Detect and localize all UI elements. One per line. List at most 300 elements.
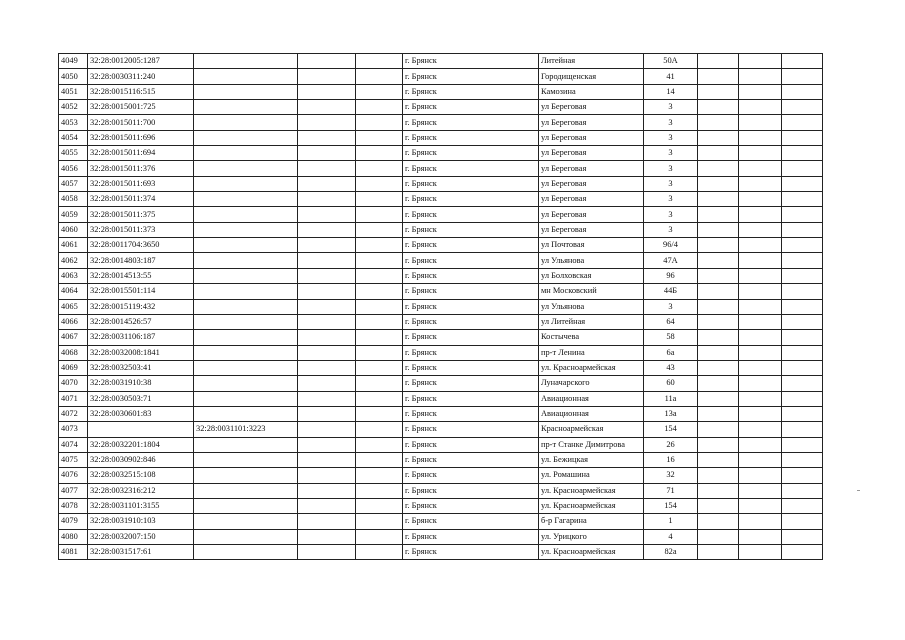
cadastral-number-alt-cell <box>194 498 298 513</box>
cadastral-number-alt-cell <box>194 314 298 329</box>
house-number-cell: 3 <box>644 207 698 222</box>
empty-cell <box>298 391 356 406</box>
empty-cell <box>698 253 739 268</box>
house-number-cell: 64 <box>644 314 698 329</box>
city-cell: г. Брянск <box>403 207 539 222</box>
empty-cell <box>698 314 739 329</box>
city-cell: г. Брянск <box>403 406 539 421</box>
empty-cell <box>698 54 739 69</box>
cadastral-number-cell: 32:28:0015011:694 <box>88 146 194 161</box>
record-number-cell: 4064 <box>59 284 88 299</box>
empty-cell <box>356 376 403 391</box>
house-number-cell: 71 <box>644 483 698 498</box>
empty-cell <box>782 176 823 191</box>
record-number-cell: 4073 <box>59 422 88 437</box>
empty-cell <box>782 100 823 115</box>
city-cell: г. Брянск <box>403 100 539 115</box>
empty-cell <box>356 529 403 544</box>
city-cell: г. Брянск <box>403 345 539 360</box>
record-number-cell: 4071 <box>59 391 88 406</box>
cadastral-number-alt-cell <box>194 207 298 222</box>
city-cell: г. Брянск <box>403 54 539 69</box>
street-cell: Городищенская <box>539 69 644 84</box>
empty-cell <box>739 545 782 560</box>
empty-cell <box>782 284 823 299</box>
house-number-cell: 44Б <box>644 284 698 299</box>
empty-cell <box>739 253 782 268</box>
empty-cell <box>298 529 356 544</box>
empty-cell <box>782 130 823 145</box>
record-number-cell: 4068 <box>59 345 88 360</box>
table-row <box>59 437 823 452</box>
table-row <box>59 299 823 314</box>
street-cell: б-р Гагарина <box>539 514 644 529</box>
city-cell: г. Брянск <box>403 130 539 145</box>
cadastral-number-alt-cell <box>194 192 298 207</box>
empty-cell <box>698 437 739 452</box>
empty-cell <box>298 253 356 268</box>
cadastral-number-cell: 32:28:0015011:374 <box>88 192 194 207</box>
empty-cell <box>782 238 823 253</box>
empty-cell <box>739 483 782 498</box>
table-row <box>59 391 823 406</box>
empty-cell <box>698 161 739 176</box>
street-cell: ул. Урицкого <box>539 529 644 544</box>
house-number-cell: 50А <box>644 54 698 69</box>
record-number-cell: 4053 <box>59 115 88 130</box>
table-row <box>59 192 823 207</box>
house-number-cell: 6а <box>644 345 698 360</box>
empty-cell <box>298 146 356 161</box>
empty-cell <box>739 468 782 483</box>
empty-cell <box>739 100 782 115</box>
city-cell: г. Брянск <box>403 452 539 467</box>
empty-cell <box>782 529 823 544</box>
street-cell: мн Московский <box>539 284 644 299</box>
empty-cell <box>739 376 782 391</box>
empty-cell <box>782 84 823 99</box>
city-cell: г. Брянск <box>403 545 539 560</box>
cadastral-number-alt-cell <box>194 545 298 560</box>
empty-cell <box>298 207 356 222</box>
empty-cell <box>782 468 823 483</box>
empty-cell <box>298 437 356 452</box>
empty-cell <box>356 176 403 191</box>
house-number-cell: 60 <box>644 376 698 391</box>
house-number-cell: 154 <box>644 422 698 437</box>
empty-cell <box>356 238 403 253</box>
record-number-cell: 4070 <box>59 376 88 391</box>
empty-cell <box>698 268 739 283</box>
empty-cell <box>356 84 403 99</box>
empty-cell <box>698 498 739 513</box>
cadastral-number-alt-cell: 32:28:0031101:3223 <box>194 422 298 437</box>
city-cell: г. Брянск <box>403 314 539 329</box>
cadastral-number-cell: 32:28:0031106:187 <box>88 330 194 345</box>
empty-cell <box>782 376 823 391</box>
scan-mark <box>857 490 860 491</box>
empty-cell <box>356 161 403 176</box>
cadastral-number-alt-cell <box>194 176 298 191</box>
empty-cell <box>298 100 356 115</box>
empty-cell <box>739 176 782 191</box>
empty-cell <box>298 406 356 421</box>
empty-cell <box>782 360 823 375</box>
empty-cell <box>356 253 403 268</box>
table-row <box>59 468 823 483</box>
city-cell: г. Брянск <box>403 115 539 130</box>
cadastral-number-alt-cell <box>194 299 298 314</box>
street-cell: ул Береговая <box>539 161 644 176</box>
empty-cell <box>356 437 403 452</box>
empty-cell <box>698 284 739 299</box>
empty-cell <box>298 468 356 483</box>
city-cell: г. Брянск <box>403 69 539 84</box>
record-number-cell: 4058 <box>59 192 88 207</box>
house-number-cell: 41 <box>644 69 698 84</box>
cadastral-number-alt-cell <box>194 100 298 115</box>
empty-cell <box>739 345 782 360</box>
house-number-cell: 43 <box>644 360 698 375</box>
empty-cell <box>698 483 739 498</box>
empty-cell <box>782 299 823 314</box>
cadastral-number-alt-cell <box>194 437 298 452</box>
empty-cell <box>782 406 823 421</box>
table-body <box>59 54 823 560</box>
cadastral-number-alt-cell <box>194 222 298 237</box>
empty-cell <box>782 345 823 360</box>
empty-cell <box>782 391 823 406</box>
cadastral-number-cell: 32:28:0030902:846 <box>88 452 194 467</box>
cadastral-number-alt-cell <box>194 253 298 268</box>
city-cell: г. Брянск <box>403 483 539 498</box>
cadastral-number-alt-cell <box>194 130 298 145</box>
cadastral-number-alt-cell <box>194 452 298 467</box>
empty-cell <box>782 498 823 513</box>
city-cell: г. Брянск <box>403 176 539 191</box>
empty-cell <box>298 483 356 498</box>
empty-cell <box>298 54 356 69</box>
street-cell: пр-т Ленина <box>539 345 644 360</box>
empty-cell <box>782 422 823 437</box>
empty-cell <box>356 314 403 329</box>
house-number-cell: 82а <box>644 545 698 560</box>
empty-cell <box>356 146 403 161</box>
empty-cell <box>356 452 403 467</box>
city-cell: г. Брянск <box>403 146 539 161</box>
cadastral-number-alt-cell <box>194 268 298 283</box>
table-row <box>59 268 823 283</box>
street-cell: ул Болховская <box>539 268 644 283</box>
street-cell: ул. Красноармейская <box>539 545 644 560</box>
empty-cell <box>698 514 739 529</box>
cadastral-number-cell: 32:28:0015011:375 <box>88 207 194 222</box>
street-cell: ул Литейная <box>539 314 644 329</box>
cadastral-number-alt-cell <box>194 84 298 99</box>
street-cell: ул Береговая <box>539 207 644 222</box>
cadastral-number-cell: 32:28:0030601:83 <box>88 406 194 421</box>
empty-cell <box>298 192 356 207</box>
house-number-cell: 11а <box>644 391 698 406</box>
house-number-cell: 3 <box>644 130 698 145</box>
table-row <box>59 207 823 222</box>
cadastral-number-alt-cell <box>194 69 298 84</box>
empty-cell <box>298 222 356 237</box>
empty-cell <box>698 100 739 115</box>
empty-cell <box>739 207 782 222</box>
empty-cell <box>298 84 356 99</box>
empty-cell <box>356 345 403 360</box>
empty-cell <box>739 146 782 161</box>
empty-cell <box>782 483 823 498</box>
cadastral-number-alt-cell <box>194 146 298 161</box>
street-cell: Авиационная <box>539 391 644 406</box>
house-number-cell: 1 <box>644 514 698 529</box>
empty-cell <box>739 54 782 69</box>
table-row <box>59 376 823 391</box>
cadastral-number-cell: 32:28:0014526:57 <box>88 314 194 329</box>
empty-cell <box>698 69 739 84</box>
city-cell: г. Брянск <box>403 161 539 176</box>
table-row <box>59 130 823 145</box>
empty-cell <box>298 268 356 283</box>
empty-cell <box>739 422 782 437</box>
empty-cell <box>356 222 403 237</box>
empty-cell <box>782 452 823 467</box>
cadastral-number-alt-cell <box>194 529 298 544</box>
table-row <box>59 452 823 467</box>
cadastral-number-alt-cell <box>194 238 298 253</box>
empty-cell <box>356 545 403 560</box>
table-row <box>59 498 823 513</box>
empty-cell <box>739 498 782 513</box>
table-row <box>59 483 823 498</box>
empty-cell <box>298 299 356 314</box>
record-number-cell: 4075 <box>59 452 88 467</box>
table-row <box>59 406 823 421</box>
empty-cell <box>782 514 823 529</box>
empty-cell <box>698 345 739 360</box>
empty-cell <box>782 268 823 283</box>
cadastral-number-alt-cell <box>194 115 298 130</box>
empty-cell <box>698 222 739 237</box>
empty-cell <box>298 314 356 329</box>
cadastral-number-alt-cell <box>194 391 298 406</box>
street-cell: Камозина <box>539 84 644 99</box>
house-number-cell: 3 <box>644 146 698 161</box>
table-row <box>59 545 823 560</box>
house-number-cell: 16 <box>644 452 698 467</box>
cadastral-number-alt-cell <box>194 345 298 360</box>
empty-cell <box>298 130 356 145</box>
empty-cell <box>782 545 823 560</box>
city-cell: г. Брянск <box>403 84 539 99</box>
empty-cell <box>298 284 356 299</box>
empty-cell <box>356 406 403 421</box>
empty-cell <box>356 268 403 283</box>
record-number-cell: 4060 <box>59 222 88 237</box>
record-number-cell: 4054 <box>59 130 88 145</box>
empty-cell <box>698 545 739 560</box>
cadastral-number-alt-cell <box>194 54 298 69</box>
cadastral-number-cell: 32:28:0032503:41 <box>88 360 194 375</box>
cadastral-number-cell <box>88 422 194 437</box>
table-row <box>59 422 823 437</box>
city-cell: г. Брянск <box>403 330 539 345</box>
cadastral-number-cell: 32:28:0032007:150 <box>88 529 194 544</box>
empty-cell <box>698 452 739 467</box>
empty-cell <box>739 115 782 130</box>
cadastral-number-alt-cell <box>194 284 298 299</box>
city-cell: г. Брянск <box>403 422 539 437</box>
city-cell: г. Брянск <box>403 514 539 529</box>
cadastral-number-cell: 32:28:0015011:700 <box>88 115 194 130</box>
record-number-cell: 4066 <box>59 314 88 329</box>
street-cell: Литейная <box>539 54 644 69</box>
record-number-cell: 4063 <box>59 268 88 283</box>
empty-cell <box>739 130 782 145</box>
table-row <box>59 514 823 529</box>
house-number-cell: 3 <box>644 192 698 207</box>
empty-cell <box>782 161 823 176</box>
street-cell: ул. Красноармейская <box>539 483 644 498</box>
city-cell: г. Брянск <box>403 222 539 237</box>
table-row <box>59 330 823 345</box>
house-number-cell: 3 <box>644 100 698 115</box>
empty-cell <box>698 360 739 375</box>
house-number-cell: 3 <box>644 161 698 176</box>
table-row <box>59 54 823 69</box>
empty-cell <box>298 498 356 513</box>
empty-cell <box>782 222 823 237</box>
empty-cell <box>782 207 823 222</box>
cadastral-number-alt-cell <box>194 376 298 391</box>
empty-cell <box>298 161 356 176</box>
empty-cell <box>356 192 403 207</box>
empty-cell <box>298 360 356 375</box>
cadastral-number-cell: 32:28:0015501:114 <box>88 284 194 299</box>
city-cell: г. Брянск <box>403 360 539 375</box>
empty-cell <box>698 146 739 161</box>
empty-cell <box>356 207 403 222</box>
empty-cell <box>698 376 739 391</box>
cadastral-number-cell: 32:28:0032316:212 <box>88 483 194 498</box>
city-cell: г. Брянск <box>403 284 539 299</box>
empty-cell <box>739 299 782 314</box>
empty-cell <box>782 192 823 207</box>
record-number-cell: 4056 <box>59 161 88 176</box>
record-number-cell: 4072 <box>59 406 88 421</box>
empty-cell <box>739 268 782 283</box>
empty-cell <box>782 437 823 452</box>
record-number-cell: 4052 <box>59 100 88 115</box>
table-row <box>59 161 823 176</box>
empty-cell <box>739 161 782 176</box>
cadastral-number-cell: 32:28:0031910:38 <box>88 376 194 391</box>
cadastral-number-cell: 32:28:0031517:61 <box>88 545 194 560</box>
empty-cell <box>356 498 403 513</box>
house-number-cell: 154 <box>644 498 698 513</box>
city-cell: г. Брянск <box>403 529 539 544</box>
empty-cell <box>356 100 403 115</box>
table-row <box>59 360 823 375</box>
table-row <box>59 146 823 161</box>
empty-cell <box>739 330 782 345</box>
empty-cell <box>298 376 356 391</box>
street-cell: ул Береговая <box>539 115 644 130</box>
cadastral-number-cell: 32:28:0032515:108 <box>88 468 194 483</box>
empty-cell <box>739 529 782 544</box>
record-number-cell: 4078 <box>59 498 88 513</box>
record-number-cell: 4059 <box>59 207 88 222</box>
street-cell: ул. Красноармейская <box>539 360 644 375</box>
empty-cell <box>739 222 782 237</box>
record-number-cell: 4061 <box>59 238 88 253</box>
cadastral-number-cell: 32:28:0015011:373 <box>88 222 194 237</box>
cadastral-number-cell: 32:28:0030311:240 <box>88 69 194 84</box>
cadastral-number-cell: 32:28:0031101:3155 <box>88 498 194 513</box>
street-cell: ул Береговая <box>539 130 644 145</box>
street-cell: Красноармейская <box>539 422 644 437</box>
record-number-cell: 4077 <box>59 483 88 498</box>
house-number-cell: 3 <box>644 222 698 237</box>
empty-cell <box>698 391 739 406</box>
empty-cell <box>698 84 739 99</box>
table-row <box>59 176 823 191</box>
cadastral-number-cell: 32:28:0015116:515 <box>88 84 194 99</box>
empty-cell <box>356 115 403 130</box>
empty-cell <box>298 330 356 345</box>
record-number-cell: 4062 <box>59 253 88 268</box>
street-cell: ул Береговая <box>539 146 644 161</box>
empty-cell <box>782 253 823 268</box>
empty-cell <box>356 69 403 84</box>
empty-cell <box>698 468 739 483</box>
empty-cell <box>739 314 782 329</box>
empty-cell <box>298 514 356 529</box>
empty-cell <box>698 330 739 345</box>
empty-cell <box>739 84 782 99</box>
cadastral-number-alt-cell <box>194 360 298 375</box>
cadastral-number-cell: 32:28:0015011:696 <box>88 130 194 145</box>
empty-cell <box>356 54 403 69</box>
table-row <box>59 314 823 329</box>
street-cell: Авиационная <box>539 406 644 421</box>
record-number-cell: 4074 <box>59 437 88 452</box>
empty-cell <box>782 54 823 69</box>
empty-cell <box>356 468 403 483</box>
empty-cell <box>356 360 403 375</box>
street-cell: ул Ульянова <box>539 299 644 314</box>
house-number-cell: 4 <box>644 529 698 544</box>
record-number-cell: 4076 <box>59 468 88 483</box>
empty-cell <box>739 514 782 529</box>
table-row <box>59 253 823 268</box>
street-cell: ул Ульянова <box>539 253 644 268</box>
table-row <box>59 284 823 299</box>
empty-cell <box>739 192 782 207</box>
empty-cell <box>698 115 739 130</box>
record-number-cell: 4081 <box>59 545 88 560</box>
cadastral-number-cell: 32:28:0030503:71 <box>88 391 194 406</box>
empty-cell <box>739 69 782 84</box>
empty-cell <box>739 360 782 375</box>
city-cell: г. Брянск <box>403 498 539 513</box>
empty-cell <box>698 422 739 437</box>
record-number-cell: 4050 <box>59 69 88 84</box>
house-number-cell: 58 <box>644 330 698 345</box>
street-cell: ул Береговая <box>539 222 644 237</box>
